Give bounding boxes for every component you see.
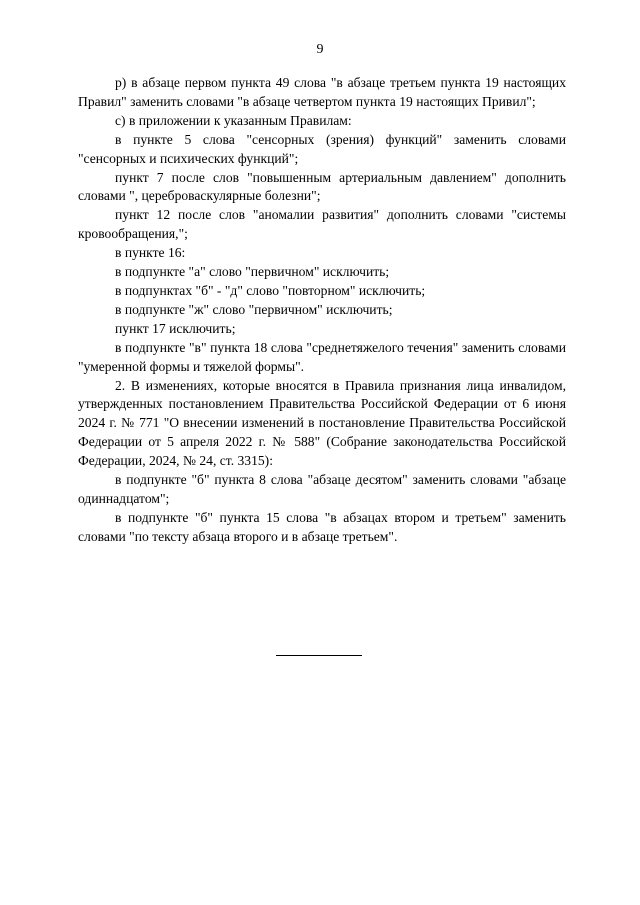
paragraph-item-17: пункт 17 исключить; — [115, 320, 236, 336]
paragraph-subitem-a: в подпункте "а" слово "первичном" исключить; — [115, 264, 390, 280]
paragraph-item-8: в подпункте "б" пункта 8 слова "абзаце десятом" заменить словами "абзаце одиннадцатом"; — [78, 472, 566, 506]
paragraph-r: р) в абзаце первом пункта 49 слова "в абзаце третьем пункта 19 настоящих Правил" заменить словами "в абзаце четвертом пункта 19 настоящих Привил"; — [78, 75, 566, 109]
paragraph-subitem-zh: в подпункте "ж" слово "первичном" исключить; — [115, 301, 393, 317]
document-body — [78, 74, 566, 547]
paragraph-item-5: в пункте 5 слова "сенсорных (зрения) функций" заменить словами "сенсорных и психических функций"; — [78, 131, 566, 166]
paragraph-item-12: пункт 12 после слов "аномалии развития" дополнить словами "системы кровообращения,"; — [78, 207, 566, 242]
paragraph-item-7: пункт 7 после слов "повышенным артериальным давлением" дополнить словами ", цереброваскулярные болезни"; — [78, 169, 566, 204]
paragraph-item-15: в подпункте "б" пункта 15 слова "в абзацах втором и третьем" заменить словами "по тексту абзаца второго и в абзаце третьем". — [78, 509, 566, 544]
paragraph-item-18: в подпункте "в" пункта 18 слова "среднетяжелого течения" заменить словами "умеренной формы и тяжелой формы". — [78, 339, 566, 374]
paragraph-subitems-b-d: в подпунктах "б" - "д" слово "повторном" исключить; — [115, 282, 426, 298]
paragraph-section-2: 2. В изменениях, которые вносятся в Правила признания лица инвалидом, утвержденных постановлением Правительства Российской Федерации от 6 июня 2024 г. № 771 "О внесении изменений в постановление Правительства Российской Федерации от 5 апреля 2022 г. № 588" (Собрание законодательства Российской Федерации, 2024, № 24, ст. 3315): — [78, 377, 566, 469]
paragraph-s: с) в приложении к указанным Правилам: — [115, 112, 352, 128]
end-divider-line — [276, 655, 362, 656]
paragraph-item-16: в пункте 16: — [115, 245, 186, 261]
page-number: 9 — [316, 42, 324, 57]
